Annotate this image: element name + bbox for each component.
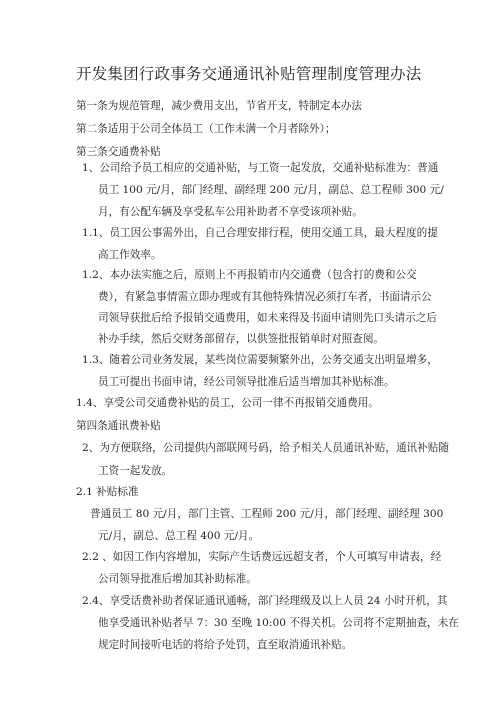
text-line: 规定时间接听电话的将给予处罚，直至取消通讯补贴。	[98, 639, 353, 651]
text-line: 工资一起发放。	[98, 465, 173, 477]
text-line: 他享受通讯补贴者早 7：30 至晚 10:00 不得关机。公司将不定期抽查，未在	[98, 617, 459, 629]
text-line: 补办手续，然后交财务部留存，以供签批报销单时对照查阅。	[98, 333, 385, 345]
document-title: 开发集团行政事务交通通讯补贴管理制度管理办法	[76, 65, 422, 83]
text-line: 1.1、员工因公事需外出，自己合理安排行程，使用交通工具，最大程度的提	[82, 227, 438, 239]
text-line: 公司领导批准后增加其补助标准。	[98, 573, 257, 585]
text-line: 司领导获批后给予报销交通费用，如未来得及书面申请则先口头请示之后	[98, 312, 437, 324]
text-line: 第一条为规范管理，减少费用支出，节省开支，特制定本办法	[76, 100, 363, 112]
text-line: 员工 100 元/月，部门经理、副经理 200 元/月，副总、总工程师 300 元/	[98, 184, 444, 196]
text-line: 第三条交通费补贴	[76, 146, 161, 158]
text-line: 2、为方便联络，公司提供内部联网号码，给予相关人员通讯补贴，通讯补贴随	[82, 442, 449, 454]
text-line: 第二条适用于公司全体员工（工作未满一个月者除外）；	[76, 123, 336, 135]
text-line: 高工作效率。	[98, 249, 162, 261]
text-line: 普通员工 80 元/月，部门主管、工程师 200 元/月，部门经理、副经理 300	[90, 508, 444, 520]
text-line: 月，有公配车辆及享受私车公用补助者不享受该项补贴。	[98, 206, 363, 218]
text-line: 2.2 、如因工作内容增加，实际产生话费远远超支者，个人可填写申请表，经	[82, 551, 442, 563]
text-line: 员工可提出书面申请，经公司领导批准后适当增加其补贴标准。	[98, 376, 395, 388]
text-line: 1.4、享受公司交通费补贴的员工，公司一律不再报销交通费用。	[76, 397, 379, 409]
text-line: 2.4、享受话费补助者保证通讯通畅，部门经理级及以上人员 24 小时开机，其	[82, 595, 448, 607]
text-line: 1.2、本办法实施之后，原则上不再报销市内交通费（包含打的费和公交	[82, 269, 417, 281]
text-line: 第四条通讯费补贴	[76, 420, 161, 432]
text-line: 2.1 补贴标准	[76, 486, 139, 498]
text-line: 元/月，副总、总工程 400 元/月。	[98, 530, 260, 542]
text-line: 1.3、随着公司业务发展，某些岗位需要频繁外出，公务交通支出明显增多，	[82, 354, 438, 366]
text-line: 1、公司给予员工相应的交通补贴，与工资一起发放，交通补贴标准为：普通	[82, 162, 439, 174]
text-line: 费），有紧急事情需立即办理或有其他特殊情况必须打车者，书面请示公	[98, 291, 432, 303]
